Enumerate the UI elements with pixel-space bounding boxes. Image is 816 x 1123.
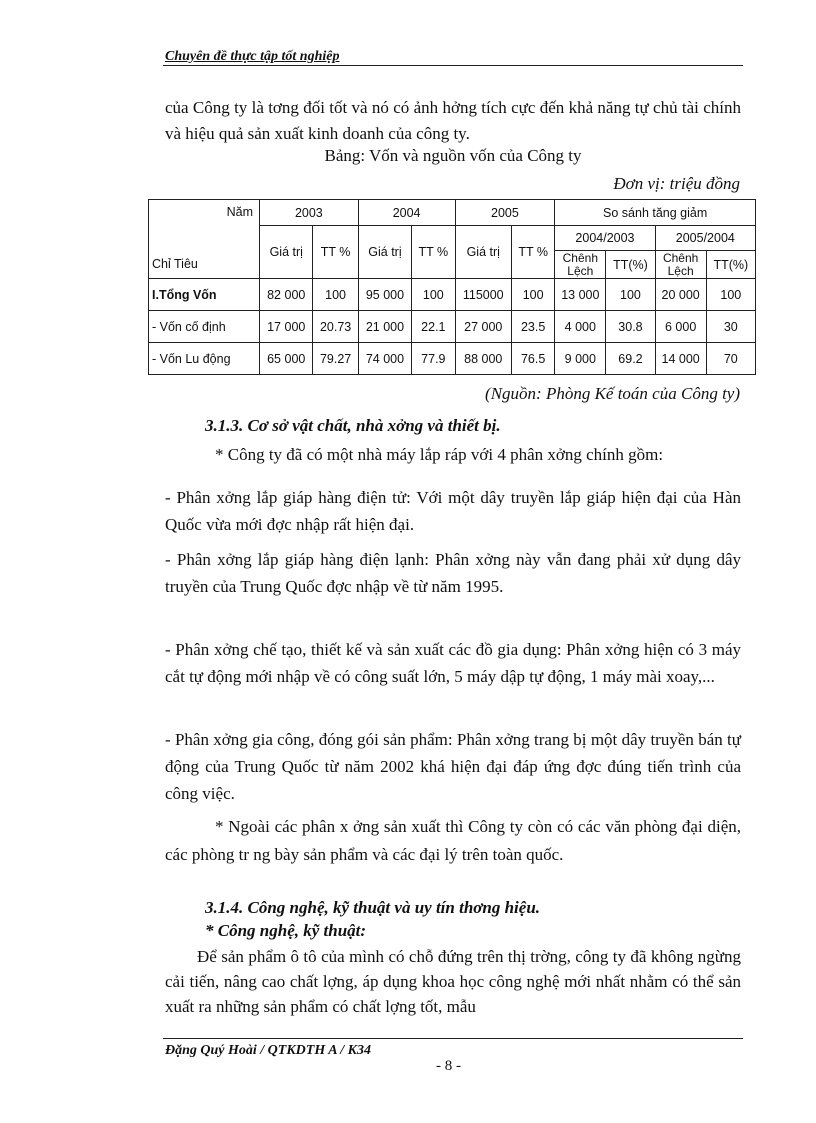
cell: 9 000 [555,343,606,375]
table-caption: Bảng: Vốn và nguồn vốn của Công ty [324,146,582,165]
row-label: I.Tổng Vốn [149,279,260,311]
cell: 65 000 [260,343,313,375]
cell: 20.73 [313,311,358,343]
section-314-heading: 3.1.4. Công nghệ, kỹ thuật và uy tín thơng hiệu. [205,898,541,917]
header-title: Chuyên đề thực tập tốt nghiệp [165,49,340,64]
cell: 20 000 [655,279,706,311]
capital-table [148,199,756,375]
page-number: - 8 - [436,1058,461,1074]
col-value-header: Giá trị [455,226,512,279]
cell: 4 000 [555,311,606,343]
year-header: 2004 [358,200,455,226]
year-header: 2005 [455,200,555,226]
bullet-item: - Phân xởng lắp giáp hàng điện lạnh: Phân xởng này vẫn đang phải xử dụng dây truyền của Trung Quốc đợc nhập về từ năm 1995. [165,550,741,596]
footer-rule [163,1038,743,1039]
table-source: (Nguồn: Phòng Kế toán của Công ty) [485,384,740,403]
cell: 27 000 [455,311,512,343]
col-pct-header: TT % [313,226,358,279]
cell: 77.9 [412,343,455,375]
section-314-subheading: * Công nghệ, kỹ thuật: [205,921,367,940]
cell: 74 000 [358,343,411,375]
cell: 17 000 [260,311,313,343]
cell: 30 [706,311,755,343]
bullet-item: - Phân xởng lắp giáp hàng điện tử: Với một dây truyền lắp giáp hiện đại của Hàn Quốc vừa mới đợc nhập rất hiện đại. [165,488,741,534]
cell: 70 [706,343,755,375]
table-row [149,343,756,375]
period-header: 2004/2003 [555,226,655,251]
cell: 82 000 [260,279,313,311]
cell: 79.27 [313,343,358,375]
cell: 100 [313,279,358,311]
corner-indicator-label: Chỉ Tiêu [152,257,198,271]
header-rule [163,65,743,66]
section-313-heading: 3.1.3. Cơ sở vật chất, nhà xởng và thiết bị. [205,416,501,435]
cell: 100 [606,279,655,311]
cell: 22.1 [412,311,455,343]
cell: 14 000 [655,343,706,375]
footer-author: Đặng Quý Hoài / QTKDTH A / K34 [165,1043,372,1058]
col-diff-header: Chênh Lệch [555,251,606,279]
col-value-header: Giá trị [358,226,411,279]
cell: 30.8 [606,311,655,343]
period-header: 2005/2004 [655,226,755,251]
cell: 95 000 [358,279,411,311]
cell: 100 [512,279,555,311]
compare-header: So sánh tăng giảm [555,200,756,226]
table-row [149,279,756,311]
row-label: - Vốn cố định [149,311,260,343]
cell: 13 000 [555,279,606,311]
cell: 69.2 [606,343,655,375]
unit-label: Đơn vị: triệu đồng [613,174,740,193]
col-tt-header: TT(%) [706,251,755,279]
cell: 23.5 [512,311,555,343]
col-pct-header: TT % [412,226,455,279]
bullet-item: - Phân xởng gia công, đóng gói sản phẩm: Phân xởng trang bị một dây truyền bán tự động của Trung Quốc từ năm 2002 khá hiện đại đáp ứng đợc đúng tiến trình của công việc. [165,730,741,803]
table-row [149,311,756,343]
corner-year-label: Năm [226,205,253,219]
cell: 6 000 [655,311,706,343]
cell: 88 000 [455,343,512,375]
col-value-header: Giá trị [260,226,313,279]
cell: 100 [706,279,755,311]
cell: 76.5 [512,343,555,375]
section-314-body: Để sản phẩm ô tô của mình có chỗ đứng trên thị trờng, công ty đã không ngừng cải tiến, nâng cao chất lợng, áp dụng khoa học công nghệ mới nhất nhằm có thể sản xuất ra những sản phẩm có chất lợng tốt, mẫu [165,947,741,1016]
col-pct-header: TT % [512,226,555,279]
cell: 21 000 [358,311,411,343]
cell: 100 [412,279,455,311]
year-header: 2003 [260,200,359,226]
section-313-intro: * Công ty đã có một nhà máy lắp ráp với 4 phân xởng chính gồm: [215,445,664,464]
cell: 115000 [455,279,512,311]
section-313-closing: * Ngoài các phân x ởng sản xuất thì Công ty còn có các văn phòng đại diện, các phòng tr ng bày sản phẩm và các đại lý trên toàn quốc. [165,817,741,864]
intro-paragraph: của Công ty là tơng đối tốt và nó có ảnh hởng tích cực đến khả năng tự chủ tài chính và hiệu quả sản xuất kinh doanh của công ty. [165,98,741,143]
bullet-item: - Phân xởng chế tạo, thiết kế và sản xuất các đồ gia dụng: Phân xởng hiện có 3 máy cắt tự động mới nhập về có công suất lớn, 5 máy dập tự động, 1 máy mài xoay,... [165,640,741,686]
col-tt-header: TT(%) [606,251,655,279]
corner-cell [149,200,260,279]
row-label: - Vốn Lu động [149,343,260,375]
col-diff-header: Chênh Lệch [655,251,706,279]
